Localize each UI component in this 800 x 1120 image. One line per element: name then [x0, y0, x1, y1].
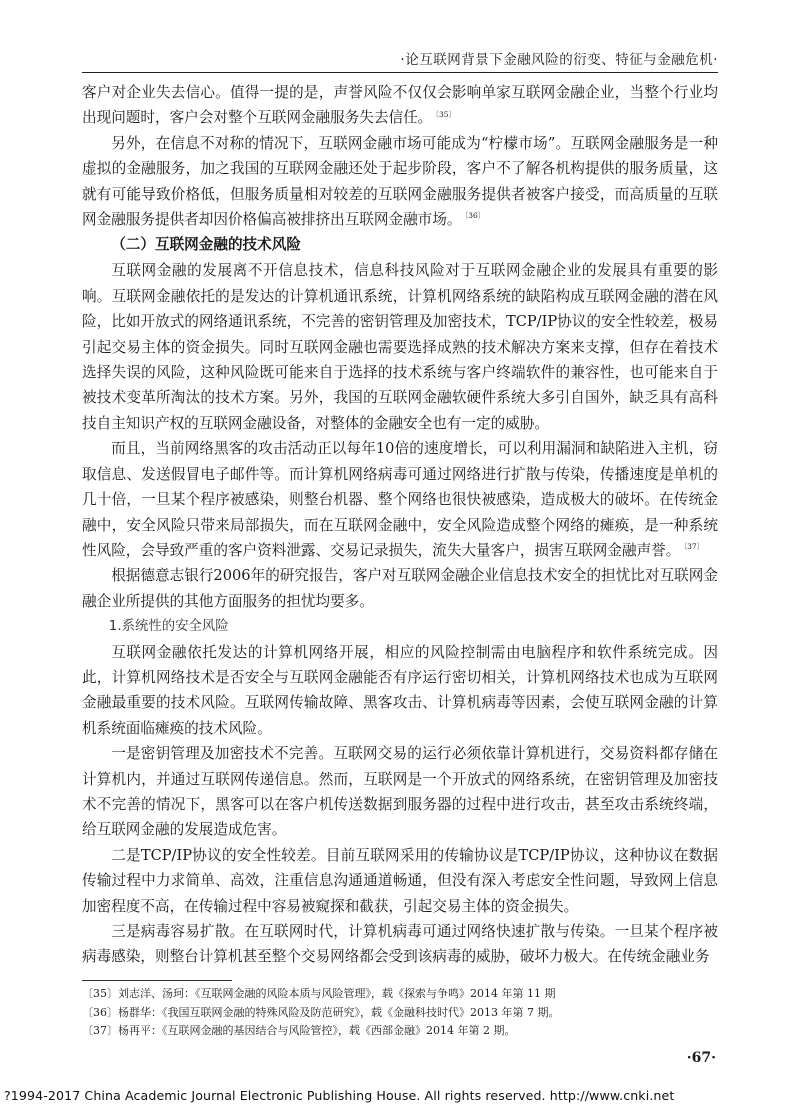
paragraph — [82, 131, 718, 233]
paragraph — [82, 436, 718, 563]
citation-marker: 〔35〕 — [435, 109, 457, 119]
footnote-divider — [82, 980, 232, 981]
footnotes — [82, 980, 718, 1041]
running-header-title: ·论互联网背景下金融风险的衍变、特征与金融危机· — [400, 52, 718, 68]
page-number: ·67· — [686, 1050, 716, 1066]
citation-marker: 〔36〕 — [464, 211, 486, 221]
copyright-notice: ?1994-2017 China Academic Journal Electronic Publishing House. All rights reserved. http://www.cnki.net — [4, 1088, 675, 1103]
footnote: 〔37〕杨再平：《互联网金融的基因结合与风险管控》，载《西部金融》2014 年第 2 期。 — [82, 1024, 516, 1037]
citation-marker: 〔37〕 — [683, 542, 705, 552]
paragraph-text: 另外，在信息不对称的情况下，互联网金融市场可能成为“柠檬市场”。互联网金融服务是一种虚拟的金融服务，加之我国的互联网金融还处于起步阶段，客户不了解各机构提供的服务质量，这就有可能导致价格低，但服务质量相对较差的互联网金融服务提供者被客户接受，而高质量的互联网金融服务提供者却因价格偏高被排挤出互联网金融市场。 — [82, 134, 718, 229]
running-header — [82, 44, 718, 73]
subsection-heading: 1.系统性的安全风险 — [108, 619, 229, 635]
paragraph-text: 而且，当前网络黑客的攻击活动正以每年10倍的速度增长，可以利用漏洞和缺陷进入主机，窃取信息、发送假冒电子邮件等。而计算机网络病毒可通过网络进行扩散与传染，传播速度是单机的几十倍，一旦某个程序被感染，则整台机器、整个网络也很快被感染，造成极大的破坏。在传统金融中，安全风险只带来局部损失，而在互联网金融中，安全风险造成整个网络的瘫痪，是一种系统性风险，会导致严重的客户资料泄露、交易记录损失，流失大量客户，损害互联网金融声誉。 — [82, 440, 718, 559]
paragraph: 一是密钥管理及加密技术不完善。互联网交易的运行必须依靠计算机进行，交易资料都存储在计算机内，并通过互联网传递信息。然而，互联网是一个开放式的网络系统，在密钥管理及加密技术不完善的情况下，黑客可以在客户机传送数据到服务器的过程中进行攻击，甚至攻击系统终端，给互联网金融的发展造成危害。 — [82, 745, 718, 839]
paragraph: 二是TCP/IP协议的安全性较差。目前互联网采用的传输协议是TCP/IP协议，这种协议在数据传输过程中力求简单、高效，注重信息沟通通道畅通，但没有深入考虑安全性问题，导致网上信息加密程度不高，在传输过程中容易被窥探和截获，引起交易主体的资金损失。 — [82, 846, 718, 915]
paragraph: 三是病毒容易扩散。在互联网时代，计算机病毒可通过网络快速扩散与传染。一旦某个程序被病毒感染，则整台计算机甚至整个交易网络都会受到该病毒的威胁，破坏力极大。在传统金融业务 — [82, 923, 718, 966]
paragraph-text: 客户对企业失去信心。值得一提的是，声誉风险不仅仅会影响单家互联网金融企业，当整个行业均出现问题时，客户会对整个互联网金融服务失去信任。 — [82, 84, 718, 127]
paragraph: 根据德意志银行2006年的研究报告，客户对互联网金融企业信息技术安全的担忧比对互联网金融企业所提供的其他方面服务的担忧均要多。 — [82, 567, 718, 610]
footnote: 〔36〕杨群华：《我国互联网金融的特殊风险及防范研究》，载《金融科技时代》2013 年第 7 期。 — [82, 1005, 560, 1019]
paragraph — [82, 80, 718, 131]
footnote: 〔35〕刘志洋、汤珂：《互联网金融的风险本质与风险管理》，载《探索与争鸣》2014 年第 11 期 — [82, 987, 556, 1000]
section-heading: （二）互联网金融的技术风险 — [111, 236, 301, 254]
article-body — [82, 80, 718, 970]
paragraph: 互联网金融依托发达的计算机网络开展，相应的风险控制需由电脑程序和软件系统完成。因此，计算机网络技术是否安全与互联网金融能否有序运行密切相关，计算机网络技术也成为互联网金融最重要的技术风险。互联网传输故障、黑客攻击、计算机病毒等因素，会使互联网金融的计算机系统面临瘫痪的技术风险。 — [82, 643, 718, 737]
paragraph: 互联网金融的发展离不开信息技术，信息科技风险对于互联网金融企业的发展具有重要的影响。互联网金融依托的是发达的计算机通讯系统，计算机网络系统的缺陷构成互联网金融的潜在风险，比如开放式的网络通讯系统，不完善的密钥管理及加密技术，TCP/IP协议的安全性较差，极易引起交易主体的资金损失。同时互联网金融也需要选择成熟的技术解决方案来支撑，但存在着技术选择失误的风险，这种风险既可能来自于选择的技术系统与客户终端软件的兼容性，也可能来自于被技术变革所淘汰的技术方案。另外，我国的互联网金融软硬件系统大多引自国外，缺乏具有高科技自主知识产权的互联网金融设备，对整体的金融安全也有一定的威胁。 — [82, 262, 718, 432]
